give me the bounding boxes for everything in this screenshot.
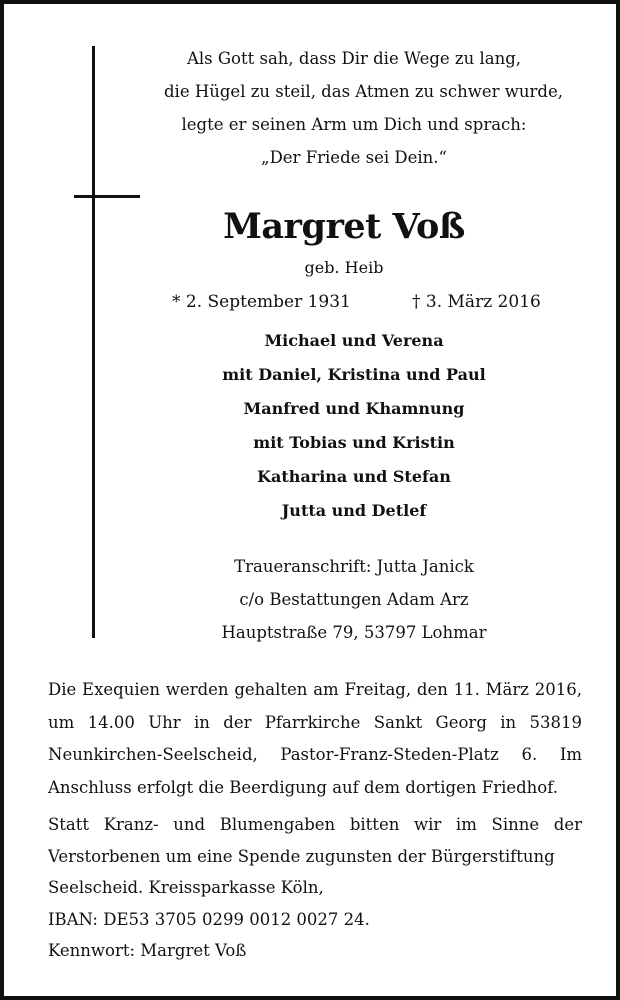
cross-horizontal-bar: [74, 195, 140, 198]
mourner-line: mit Daniel, Kristina und Paul: [222, 365, 486, 384]
death-date: † 3. März 2016: [412, 292, 541, 312]
donation-keyword: Kennwort: Margret Voß: [48, 941, 247, 960]
address-line: c/o Bestattungen Adam Arz: [239, 590, 469, 609]
address-line: Traueranschrift: Jutta Janick: [234, 557, 474, 576]
mourner-line: Manfred und Khamnung: [243, 399, 465, 418]
cross-vertical-bar: [92, 46, 95, 638]
birth-date: * 2. September 1931: [172, 292, 351, 312]
donation-paragraph: [48, 809, 582, 967]
mourner-line: Katharina und Stefan: [257, 467, 451, 486]
donation-iban: IBAN: DE53 3705 0299 0012 0027 24.: [48, 909, 370, 929]
mourning-address: [164, 550, 544, 649]
verse: [164, 42, 563, 174]
verse-line: die Hügel zu steil, das Atmen zu schwer wurde,: [164, 82, 563, 101]
donation-text: Statt Kranz- und Blumengaben bitten wir im Sinne der Verstorbenen um eine Spende zugunsten der Bürgerstiftung: [48, 815, 582, 866]
verse-line: „Der Friede sei Dein.“: [261, 148, 447, 167]
verse-line: Als Gott sah, dass Dir die Wege zu lang,: [186, 49, 522, 68]
mourner-line: Michael und Verena: [264, 331, 444, 350]
address-line: Hauptstraße 79, 53797 Lohmar: [221, 623, 487, 642]
deceased-name: Margret Voß: [223, 206, 465, 247]
verse-line: legte er seinen Arm um Dich und sprach:: [181, 115, 527, 134]
mourners-list: [164, 324, 544, 528]
donation-bank: Seelscheid. Kreissparkasse Köln,: [48, 878, 324, 897]
mourner-line: mit Tobias und Kristin: [253, 433, 455, 452]
service-paragraph: Die Exequien werden gehalten am Freitag, den 11. März 2016, um 14.00 Uhr in der Pfarrkirche Sankt Georg in 53819 Neunkirchen-Seelscheid, Pastor-Franz-Steden-Platz 6. Im Anschluss erfolgt die Beerdigung auf dem dortigen Friedhof.: [48, 680, 582, 797]
birth-name: geb. Heib: [304, 258, 384, 277]
mourner-line: Jutta und Detlef: [281, 501, 427, 520]
